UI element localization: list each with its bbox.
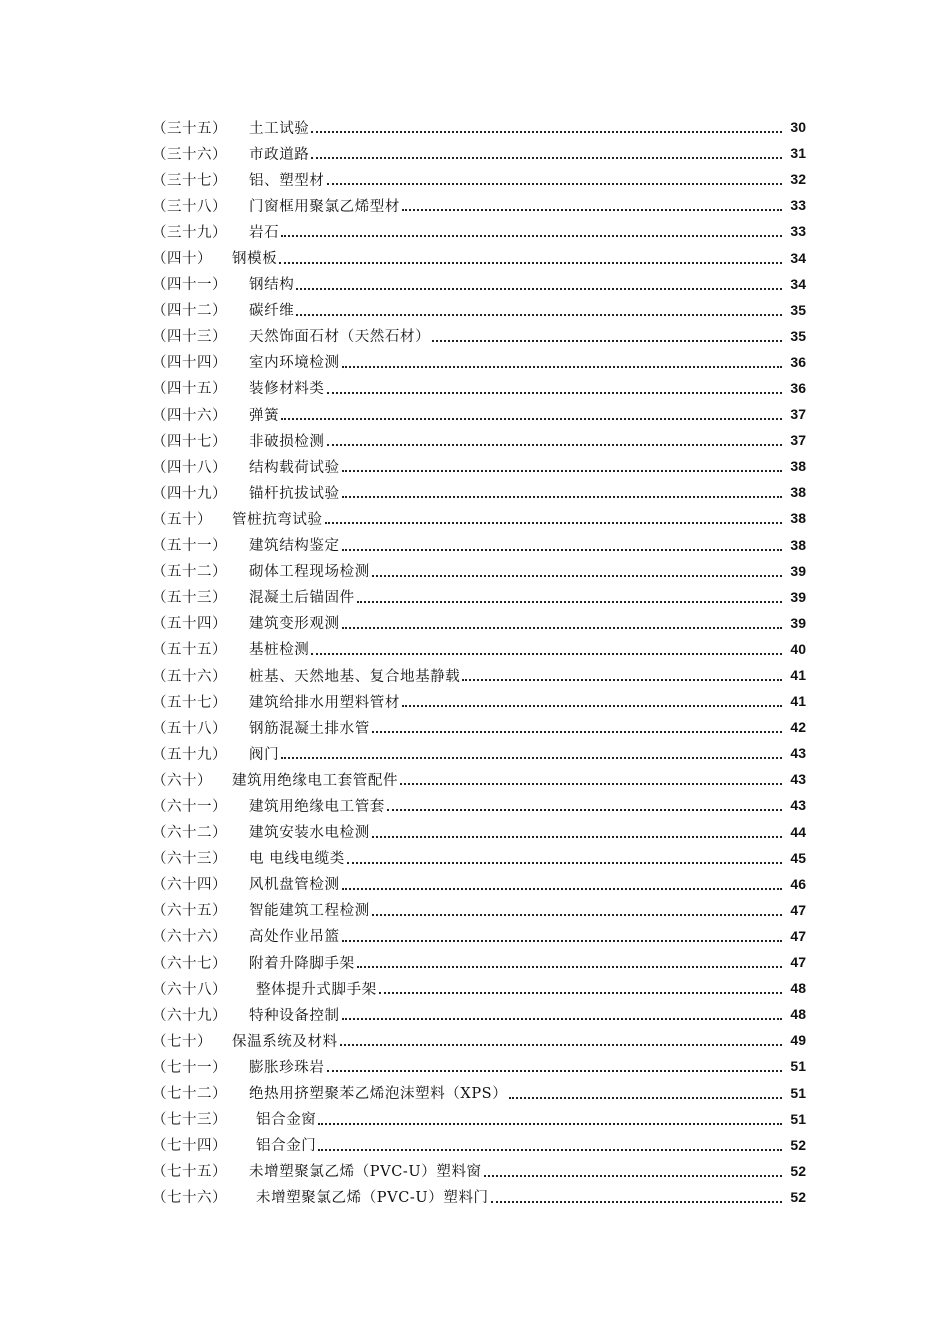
toc-entry[interactable] <box>152 401 806 427</box>
entry-number: （五十三） <box>152 590 227 607</box>
entry-page: 34 <box>790 275 806 292</box>
entry-page: 41 <box>790 667 806 684</box>
dot-leader <box>432 327 782 345</box>
entry-page: 51 <box>790 1058 806 1075</box>
entry-title: 装修材料类 <box>249 381 325 398</box>
entry-number: （七十二） <box>152 1086 227 1103</box>
toc-entry[interactable] <box>152 714 806 740</box>
entry-page: 37 <box>790 406 806 423</box>
entry-title: 门窗框用聚氯乙烯型材 <box>249 198 400 215</box>
entry-page: 43 <box>790 745 806 762</box>
dot-leader <box>491 1188 782 1206</box>
toc-entry[interactable] <box>152 1027 806 1053</box>
entry-number: （四十三） <box>152 329 227 346</box>
entry-number: （四十一） <box>152 277 227 294</box>
toc-entry[interactable] <box>152 1053 806 1079</box>
entry-title: 钢结构 <box>249 277 295 294</box>
toc-entry[interactable] <box>152 323 806 349</box>
dot-leader <box>402 196 782 214</box>
entry-page: 37 <box>790 432 806 449</box>
toc-entry[interactable] <box>152 114 806 140</box>
toc-entry[interactable] <box>152 558 806 584</box>
dot-leader <box>327 1057 783 1075</box>
dot-leader <box>402 692 782 710</box>
entry-title: 建筑用绝缘电工套管配件 <box>232 772 399 789</box>
entry-page: 43 <box>790 771 806 788</box>
entry-number: （四十四） <box>152 355 227 372</box>
entry-title: 附着升降脚手架 <box>249 955 355 972</box>
entry-number: （五十） <box>152 511 212 528</box>
dot-leader <box>327 170 783 188</box>
dot-leader <box>281 405 782 423</box>
toc-entry[interactable] <box>152 1106 806 1132</box>
toc-entry[interactable] <box>152 375 806 401</box>
dot-leader <box>342 927 782 945</box>
entry-number: （七十一） <box>152 1059 227 1076</box>
entry-page: 41 <box>790 693 806 710</box>
toc-entry[interactable] <box>152 1184 806 1210</box>
dot-leader <box>327 431 783 449</box>
entry-page: 35 <box>790 301 806 318</box>
entry-title: 高处作业吊篮 <box>249 929 340 946</box>
entry-title: 桩基、天然地基、复合地基静载 <box>249 668 461 685</box>
dot-leader <box>281 744 782 762</box>
entry-page: 39 <box>790 588 806 605</box>
entry-number: （六十九） <box>152 1007 227 1024</box>
dot-leader <box>342 875 782 893</box>
toc-entry[interactable] <box>152 297 806 323</box>
entry-title: 碳纤维 <box>249 303 295 320</box>
entry-number: （五十二） <box>152 564 227 581</box>
entry-number: （五十六） <box>152 668 227 685</box>
dot-leader <box>342 483 782 501</box>
entry-title: 建筑结构鉴定 <box>249 538 340 555</box>
entry-page: 33 <box>790 223 806 240</box>
entry-page: 34 <box>790 249 806 266</box>
entry-page: 52 <box>790 1162 806 1179</box>
entry-title: 建筑给排水用塑料管材 <box>249 694 400 711</box>
entry-number: （四十七） <box>152 433 227 450</box>
entry-number: （四十） <box>152 251 212 268</box>
entry-page: 49 <box>790 1032 806 1049</box>
toc-entry[interactable] <box>152 662 806 688</box>
toc-entry[interactable] <box>152 218 806 244</box>
entry-title: 电 电线电缆类 <box>249 851 345 868</box>
dot-leader <box>279 249 782 267</box>
dot-leader <box>281 222 782 240</box>
entry-title: 管桩抗弯试验 <box>232 511 323 528</box>
toc-entry[interactable] <box>152 479 806 505</box>
entry-page: 47 <box>790 901 806 918</box>
entry-page: 48 <box>790 980 806 997</box>
entry-page: 36 <box>790 353 806 370</box>
table-of-contents <box>152 114 806 1210</box>
toc-entry[interactable] <box>152 688 806 714</box>
toc-entry[interactable] <box>152 349 806 375</box>
entry-page: 38 <box>790 484 806 501</box>
entry-page: 38 <box>790 536 806 553</box>
entry-number: （六十八） <box>152 981 227 998</box>
entry-number: （五十七） <box>152 694 227 711</box>
dot-leader <box>318 1136 782 1154</box>
entry-number: （六十四） <box>152 877 227 894</box>
entry-title: 风机盘管检测 <box>249 877 340 894</box>
entry-title: 钢模板 <box>232 251 278 268</box>
entry-page: 45 <box>790 849 806 866</box>
entry-title: 保温系统及材料 <box>232 1033 338 1050</box>
entry-page: 52 <box>790 1136 806 1153</box>
dot-leader <box>372 823 782 841</box>
entry-number: （四十五） <box>152 381 227 398</box>
dot-leader <box>372 562 782 580</box>
toc-entry[interactable] <box>152 1158 806 1184</box>
entry-page: 51 <box>790 1110 806 1127</box>
toc-entry[interactable] <box>152 1079 806 1105</box>
dot-leader <box>318 1110 782 1128</box>
entry-number: （三十八） <box>152 198 227 215</box>
entry-page: 40 <box>790 640 806 657</box>
toc-entry[interactable] <box>152 584 806 610</box>
dot-leader <box>311 144 782 162</box>
entry-number: （七十四） <box>152 1138 227 1155</box>
entry-number: （三十六） <box>152 146 227 163</box>
dot-leader <box>379 979 782 997</box>
entry-page: 47 <box>790 954 806 971</box>
dot-leader <box>342 1005 782 1023</box>
entry-title: 砌体工程现场检测 <box>249 564 370 581</box>
entry-page: 43 <box>790 797 806 814</box>
dot-leader <box>400 770 782 788</box>
entry-number: （六十三） <box>152 851 227 868</box>
toc-entry[interactable] <box>152 819 806 845</box>
dot-leader <box>342 536 782 554</box>
entry-title: 绝热用挤塑聚苯乙烯泡沫塑料（XPS） <box>249 1086 508 1103</box>
entry-page: 44 <box>790 823 806 840</box>
toc-entry[interactable] <box>152 792 806 818</box>
entry-title: 锚杆抗拔试验 <box>249 485 340 502</box>
entry-title: 特种设备控制 <box>249 1007 340 1024</box>
entry-number: （三十五） <box>152 120 227 137</box>
entry-number: （三十七） <box>152 172 227 189</box>
dot-leader <box>311 118 782 136</box>
toc-entry[interactable] <box>152 845 806 871</box>
dot-leader <box>387 796 782 814</box>
entry-number: （四十九） <box>152 485 227 502</box>
entry-title: 非破损检测 <box>249 433 325 450</box>
entry-page: 36 <box>790 379 806 396</box>
entry-title: 混凝土后锚固件 <box>249 590 355 607</box>
entry-page: 38 <box>790 458 806 475</box>
toc-entry[interactable] <box>152 140 806 166</box>
dot-leader <box>325 509 782 527</box>
toc-entry[interactable] <box>152 453 806 479</box>
dot-leader <box>484 1162 782 1180</box>
entry-number: （五十四） <box>152 616 227 633</box>
toc-entry[interactable] <box>152 192 806 218</box>
entry-title: 建筑安装水电检测 <box>249 825 370 842</box>
entry-title: 铝合金窗 <box>256 1112 317 1129</box>
entry-number: （六十五） <box>152 903 227 920</box>
entry-title: 室内环境检测 <box>249 355 340 372</box>
dot-leader <box>357 588 782 606</box>
entry-number: （五十九） <box>152 746 227 763</box>
dot-leader <box>357 953 782 971</box>
dot-leader <box>311 640 782 658</box>
entry-title: 智能建筑工程检测 <box>249 903 370 920</box>
toc-entry[interactable] <box>152 427 806 453</box>
entry-title: 膨胀珍珠岩 <box>249 1059 325 1076</box>
entry-title: 未增塑聚氯乙烯（PVC-U）塑料门 <box>256 1190 489 1207</box>
entry-number: （六十一） <box>152 798 227 815</box>
toc-entry[interactable] <box>152 897 806 923</box>
entry-page: 30 <box>790 119 806 136</box>
entry-title: 未增塑聚氯乙烯（PVC-U）塑料窗 <box>249 1164 482 1181</box>
entry-page: 42 <box>790 719 806 736</box>
toc-entry[interactable] <box>152 740 806 766</box>
dot-leader <box>372 718 782 736</box>
entry-title: 结构载荷试验 <box>249 459 340 476</box>
entry-number: （七十） <box>152 1033 212 1050</box>
entry-number: （五十一） <box>152 538 227 555</box>
entry-title: 岩石 <box>249 224 280 241</box>
entry-page: 46 <box>790 875 806 892</box>
dot-leader <box>327 379 783 397</box>
entry-title: 阀门 <box>249 746 280 763</box>
entry-number: （六十二） <box>152 825 227 842</box>
entry-number: （四十六） <box>152 407 227 424</box>
entry-page: 48 <box>790 1006 806 1023</box>
entry-page: 35 <box>790 327 806 344</box>
entry-title: 市政道路 <box>249 146 310 163</box>
entry-page: 51 <box>790 1084 806 1101</box>
entry-page: 39 <box>790 614 806 631</box>
entry-number: （七十五） <box>152 1164 227 1181</box>
entry-page: 47 <box>790 927 806 944</box>
dot-leader <box>372 901 782 919</box>
entry-title: 建筑变形观测 <box>249 616 340 633</box>
dot-leader <box>342 457 782 475</box>
entry-title: 土工试验 <box>249 120 310 137</box>
toc-entry[interactable] <box>152 1132 806 1158</box>
entry-title: 铝合金门 <box>256 1138 317 1155</box>
entry-page: 52 <box>790 1188 806 1205</box>
toc-entry[interactable] <box>152 871 806 897</box>
toc-entry[interactable] <box>152 532 806 558</box>
dot-leader <box>509 1084 782 1102</box>
entry-number: （四十八） <box>152 459 227 476</box>
toc-entry[interactable] <box>152 610 806 636</box>
entry-title: 整体提升式脚手架 <box>256 981 377 998</box>
dot-leader <box>340 1031 782 1049</box>
entry-number: （五十五） <box>152 642 227 659</box>
entry-number: （七十三） <box>152 1112 227 1129</box>
toc-entry[interactable] <box>152 636 806 662</box>
entry-number: （七十六） <box>152 1190 227 1207</box>
entry-title: 基桩检测 <box>249 642 310 659</box>
toc-entry[interactable] <box>152 244 806 270</box>
entry-title: 钢筋混凝土排水管 <box>249 720 370 737</box>
entry-page: 39 <box>790 562 806 579</box>
entry-page: 31 <box>790 145 806 162</box>
entry-number: （六十） <box>152 772 212 789</box>
entry-number: （六十六） <box>152 929 227 946</box>
entry-title: 铝、塑型材 <box>249 172 325 189</box>
entry-number: （三十九） <box>152 224 227 241</box>
toc-entry[interactable] <box>152 1001 806 1027</box>
entry-page: 38 <box>790 510 806 527</box>
entry-number: （四十二） <box>152 303 227 320</box>
dot-leader <box>342 353 782 371</box>
entry-number: （五十八） <box>152 720 227 737</box>
toc-entry[interactable] <box>152 949 806 975</box>
toc-entry[interactable] <box>152 766 806 792</box>
toc-entry[interactable] <box>152 166 806 192</box>
toc-entry[interactable] <box>152 975 806 1001</box>
entry-title: 天然饰面石材（天然石材） <box>249 329 431 346</box>
entry-page: 33 <box>790 197 806 214</box>
dot-leader <box>462 666 782 684</box>
dot-leader <box>342 614 782 632</box>
entry-page: 32 <box>790 171 806 188</box>
dot-leader <box>296 275 782 293</box>
entry-number: （六十七） <box>152 955 227 972</box>
entry-title: 弹簧 <box>249 407 280 424</box>
toc-entry[interactable] <box>152 505 806 531</box>
dot-leader <box>347 849 782 867</box>
dot-leader <box>296 301 782 319</box>
toc-entry[interactable] <box>152 923 806 949</box>
toc-entry[interactable] <box>152 271 806 297</box>
entry-title: 建筑用绝缘电工管套 <box>249 798 385 815</box>
